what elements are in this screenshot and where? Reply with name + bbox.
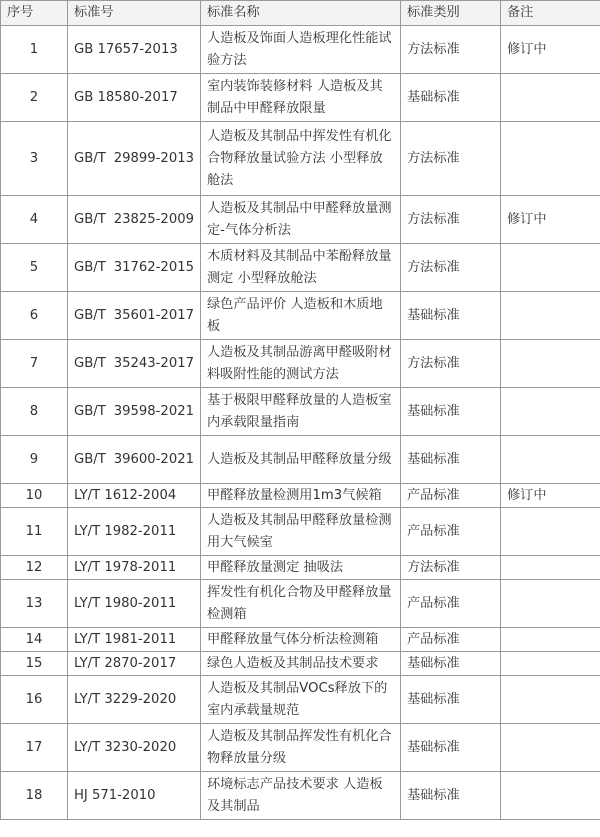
cell-code: LY/T 1982-2011 (68, 508, 201, 556)
cell-no: 7 (1, 340, 68, 388)
cell-code: GB/T 35601-2017 (68, 292, 201, 340)
header-type: 标准类别 (401, 1, 501, 26)
table-row (1, 436, 600, 484)
cell-note (501, 724, 600, 772)
cell-note (501, 74, 600, 122)
cell-note (501, 122, 600, 196)
cell-name: 甲醛释放量气体分析法检测箱 (201, 628, 401, 652)
cell-note (501, 556, 600, 580)
cell-type: 基础标准 (401, 724, 501, 772)
table-row (1, 26, 600, 74)
cell-type: 基础标准 (401, 772, 501, 820)
cell-note (501, 772, 600, 820)
cell-name: 人造板及其制品游离甲醛吸附材料吸附性能的测试方法 (201, 340, 401, 388)
cell-type: 基础标准 (401, 652, 501, 676)
cell-note: 修订中 (501, 196, 600, 244)
header-note: 备注 (501, 1, 600, 26)
cell-code: LY/T 1978-2011 (68, 556, 201, 580)
header-code: 标准号 (68, 1, 201, 26)
cell-type: 方法标准 (401, 122, 501, 196)
table-row (1, 628, 600, 652)
cell-code: LY/T 1980-2011 (68, 580, 201, 628)
cell-note: 修订中 (501, 484, 600, 508)
cell-note (501, 652, 600, 676)
cell-no: 6 (1, 292, 68, 340)
cell-name: 人造板及饰面人造板理化性能试验方法 (201, 26, 401, 74)
cell-note (501, 628, 600, 652)
header-no: 序号 (1, 1, 68, 26)
cell-no: 16 (1, 676, 68, 724)
cell-name: 人造板及其制品VOCs释放下的室内承载量规范 (201, 676, 401, 724)
cell-note (501, 340, 600, 388)
cell-note (501, 436, 600, 484)
cell-no: 14 (1, 628, 68, 652)
cell-no: 8 (1, 388, 68, 436)
cell-type: 基础标准 (401, 74, 501, 122)
table-row (1, 556, 600, 580)
table-row (1, 74, 600, 122)
cell-note: 修订中 (501, 26, 600, 74)
cell-no: 9 (1, 436, 68, 484)
cell-no: 13 (1, 580, 68, 628)
cell-code: LY/T 3230-2020 (68, 724, 201, 772)
cell-no: 11 (1, 508, 68, 556)
table-row (1, 244, 600, 292)
cell-type: 方法标准 (401, 244, 501, 292)
table-row (1, 292, 600, 340)
cell-name: 甲醛释放量检测用1m3气候箱 (201, 484, 401, 508)
cell-name: 基于极限甲醛释放量的人造板室内承载限量指南 (201, 388, 401, 436)
cell-type: 产品标准 (401, 484, 501, 508)
cell-type: 基础标准 (401, 292, 501, 340)
cell-code: GB/T 29899-2013 (68, 122, 201, 196)
cell-note (501, 292, 600, 340)
cell-code: LY/T 2870-2017 (68, 652, 201, 676)
cell-name: 绿色人造板及其制品技术要求 (201, 652, 401, 676)
cell-code: GB/T 31762-2015 (68, 244, 201, 292)
cell-type: 方法标准 (401, 26, 501, 74)
cell-note (501, 388, 600, 436)
cell-no: 10 (1, 484, 68, 508)
cell-no: 5 (1, 244, 68, 292)
cell-note (501, 580, 600, 628)
cell-type: 产品标准 (401, 628, 501, 652)
cell-code: LY/T 3229-2020 (68, 676, 201, 724)
table-row (1, 196, 600, 244)
table-row (1, 388, 600, 436)
cell-name: 环境标志产品技术要求 人造板及其制品 (201, 772, 401, 820)
cell-type: 基础标准 (401, 388, 501, 436)
cell-type: 产品标准 (401, 508, 501, 556)
cell-code: GB 17657-2013 (68, 26, 201, 74)
table-row (1, 484, 600, 508)
cell-type: 产品标准 (401, 580, 501, 628)
cell-code: HJ 571-2010 (68, 772, 201, 820)
table-row (1, 122, 600, 196)
table-row (1, 724, 600, 772)
cell-no: 18 (1, 772, 68, 820)
cell-type: 方法标准 (401, 556, 501, 580)
cell-no: 2 (1, 74, 68, 122)
table-row (1, 580, 600, 628)
cell-code: LY/T 1981-2011 (68, 628, 201, 652)
cell-name: 木质材料及其制品中苯酚释放量测定 小型释放舱法 (201, 244, 401, 292)
cell-note (501, 676, 600, 724)
cell-name: 人造板及其制品挥发性有机化合物释放量分级 (201, 724, 401, 772)
cell-name: 绿色产品评价 人造板和木质地板 (201, 292, 401, 340)
cell-note (501, 244, 600, 292)
table-row (1, 652, 600, 676)
cell-no: 12 (1, 556, 68, 580)
cell-type: 基础标准 (401, 436, 501, 484)
cell-note (501, 508, 600, 556)
cell-name: 挥发性有机化合物及甲醛释放量检测箱 (201, 580, 401, 628)
cell-code: GB/T 39600-2021 (68, 436, 201, 484)
cell-no: 4 (1, 196, 68, 244)
cell-code: GB 18580-2017 (68, 74, 201, 122)
cell-name: 人造板及其制品中甲醛释放量测定-气体分析法 (201, 196, 401, 244)
cell-name: 人造板及其制品甲醛释放量检测用大气候室 (201, 508, 401, 556)
table-row (1, 676, 600, 724)
table-row (1, 508, 600, 556)
table-row (1, 772, 600, 820)
cell-name: 人造板及其制品甲醛释放量分级 (201, 436, 401, 484)
header-name: 标准名称 (201, 1, 401, 26)
cell-type: 方法标准 (401, 340, 501, 388)
cell-type: 基础标准 (401, 676, 501, 724)
cell-code: GB/T 35243-2017 (68, 340, 201, 388)
cell-no: 15 (1, 652, 68, 676)
header-row (1, 1, 600, 26)
table-row (1, 340, 600, 388)
cell-name: 甲醛释放量测定 抽吸法 (201, 556, 401, 580)
cell-no: 3 (1, 122, 68, 196)
cell-code: GB/T 23825-2009 (68, 196, 201, 244)
cell-name: 室内装饰装修材料 人造板及其制品中甲醛释放限量 (201, 74, 401, 122)
cell-code: GB/T 39598-2021 (68, 388, 201, 436)
cell-no: 1 (1, 26, 68, 74)
cell-code: LY/T 1612-2004 (68, 484, 201, 508)
cell-no: 17 (1, 724, 68, 772)
cell-name: 人造板及其制品中挥发性有机化合物释放量试验方法 小型释放舱法 (201, 122, 401, 196)
cell-type: 方法标准 (401, 196, 501, 244)
